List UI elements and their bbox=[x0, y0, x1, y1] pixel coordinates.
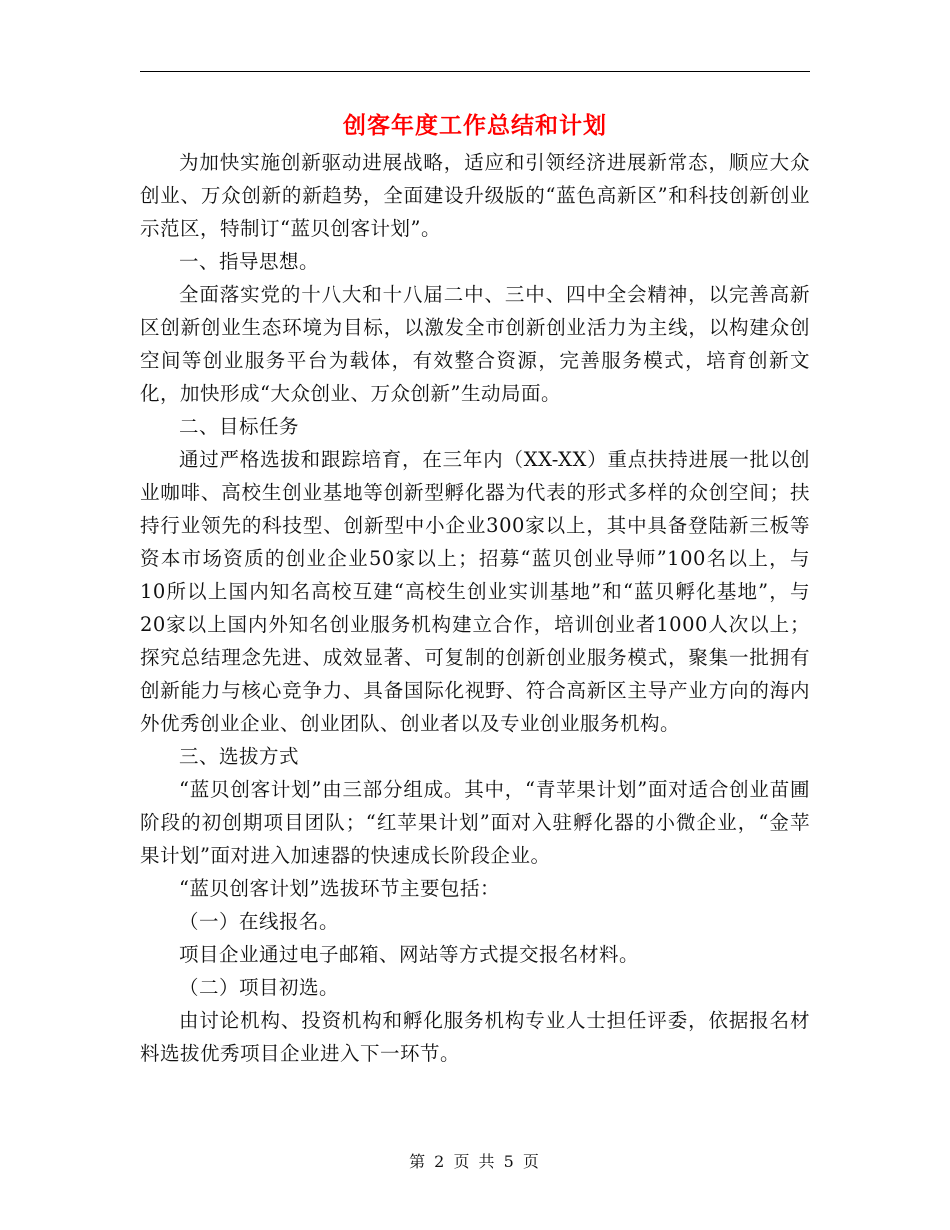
paragraph-guiding-ideology: 全面落实党的十八大和十八届二中、三中、四中全会精神，以完善高新区创新创业生态环境为目标，以激发全市创新创业活力为主线，以构建众创空间等创业服务平台为载体，有效整合资源，完善服务模式，培育创新文化，加快形成“大众创业、万众创新”生动局面。 bbox=[140, 283, 810, 405]
paragraph-selection-steps: “蓝贝创客计划”选拔环节主要包括： bbox=[179, 877, 500, 900]
subheading-preliminary-selection: （二）项目初选。 bbox=[179, 976, 340, 999]
heading-selection-method: 三、选拔方式 bbox=[179, 745, 300, 768]
paragraph-intro: 为加快实施创新驱动进展战略，适应和引领经济进展新常态，顺应大众创业、万众创新的新趋势，全面建设升级版的“蓝色高新区”和科技创新创业示范区，特制订“蓝贝创客计划”。 bbox=[140, 151, 810, 240]
heading-target-tasks: 二、目标任务 bbox=[179, 415, 300, 438]
paragraph-online-registration: 项目企业通过电子邮箱、网站等方式提交报名材料。 bbox=[179, 943, 640, 966]
subheading-online-registration: （一）在线报名。 bbox=[179, 910, 340, 933]
paragraph-preliminary-selection: 由讨论机构、投资机构和孵化服务机构专业人士担任评委，依据报名材料选拔优秀项目企业进入下一环节。 bbox=[140, 1009, 810, 1065]
document-title: 创客年度工作总结和计划 bbox=[343, 113, 607, 139]
heading-guiding-ideology: 一、指导思想。 bbox=[179, 250, 320, 273]
document-body bbox=[140, 146, 810, 1070]
paragraph-target-tasks: 通过严格选拔和跟踪培育，在三年内（XX-XX）重点扶持进展一批以创业咖啡、高校生创业基地等创新型孵化器为代表的形式多样的众创空间；扶持行业领先的科技型、创新型中小企业300家以上，其中具备登陆新三板等资本市场资质的创业企业50家以上；招募“蓝贝创业导师”100名以上，与10所以上国内知名高校互建“高校生创业实训基地”和“蓝贝孵化基地”，与20家以上国内外知名创业服务机构建立合作，培训创业者1000人次以上；探究总结理念先进、成效显著、可复制的创新创业服务模式，聚集一批拥有创新能力与核心竞争力、具备国际化视野、符合高新区主导产业方向的海内外优秀创业企业、创业团队、创业者以及专业创业服务机构。 bbox=[140, 448, 810, 735]
paragraph-plan-composition: “蓝贝创客计划”由三部分组成。其中，“青苹果计划”面对适合创业苗圃阶段的初创期项目团队；“红苹果计划”面对入驻孵化器的小微企业，“金苹果计划”面对进入加速器的快速成长阶段企业。 bbox=[140, 778, 810, 867]
header-rule bbox=[140, 71, 810, 72]
page-number: 第 2 页 共 5 页 bbox=[409, 1152, 541, 1171]
